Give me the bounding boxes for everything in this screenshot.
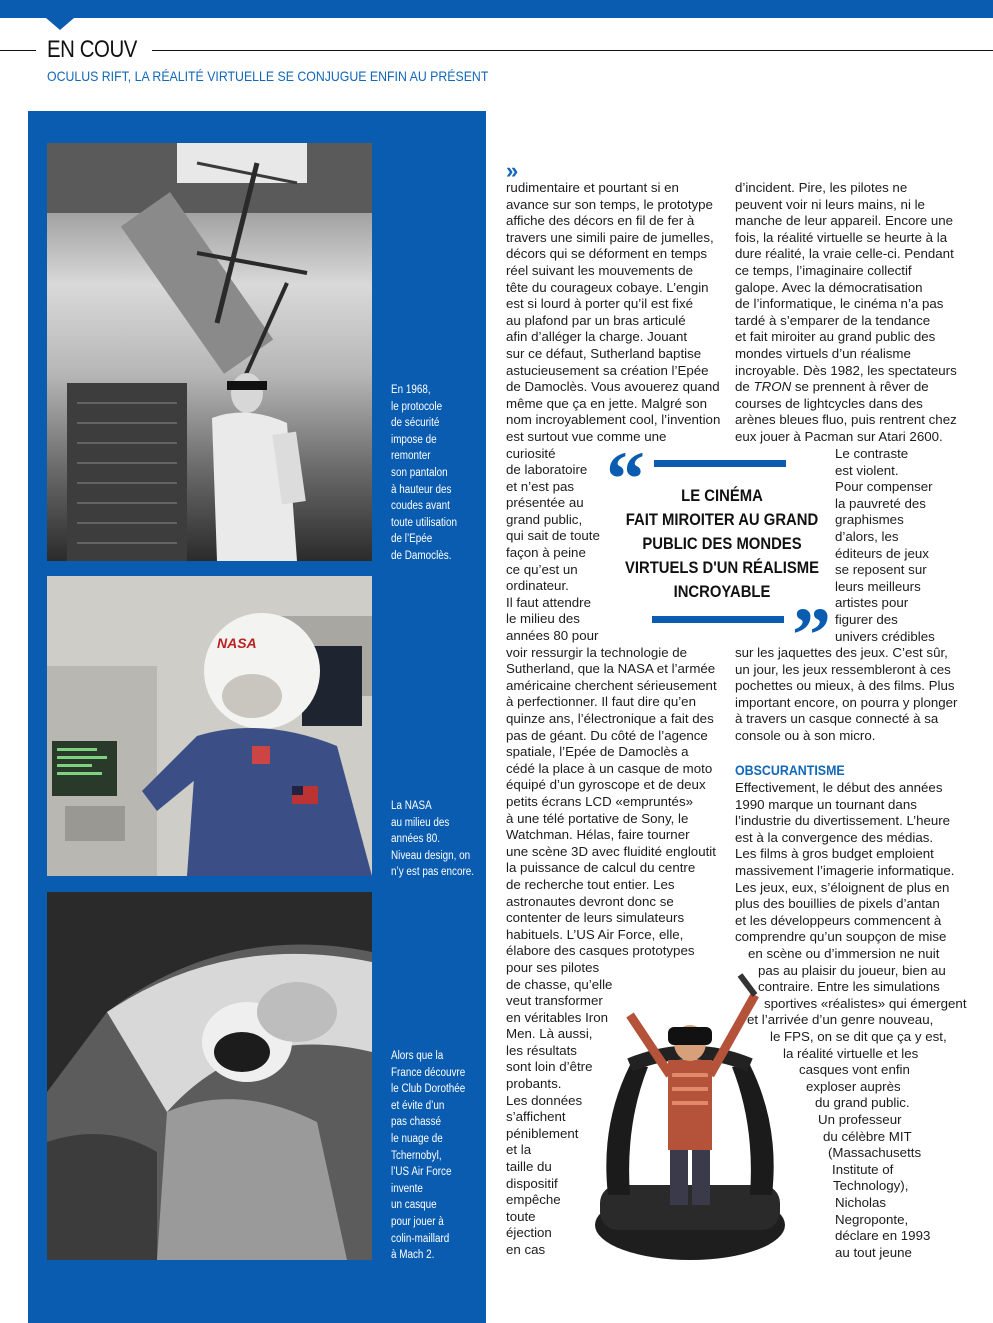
- text-line: du célèbre MIT: [823, 1128, 912, 1144]
- text-line: galope. Avec la démocratisation: [735, 279, 923, 295]
- text-line: est surtout vue comme une: [506, 428, 667, 444]
- text-line: casques vont enfin: [799, 1062, 910, 1078]
- text-line: Effectivement, le début des années: [735, 780, 943, 795]
- text-line: pas de géant. Du côté de l’agence: [506, 727, 708, 743]
- text-line: à perfectionner. Il faut dire qu’en: [506, 694, 696, 710]
- text-line: et l’arrivée d’un genre nouveau,: [747, 1012, 934, 1028]
- film-title: TRON: [753, 379, 792, 395]
- text-line: afin d’alléger la charge. Jouant: [506, 329, 688, 345]
- caption-line: de Damoclès.: [391, 549, 452, 562]
- article-subtitle: OCULUS RIFT, LA RÉALITÉ VIRTUELLE SE CONJUGUE ENFIN AU PRÉSENT: [47, 68, 489, 84]
- text-line: affiche des décors en fil de fer à: [506, 213, 695, 229]
- text-line: de recherche tout entier. Les: [506, 876, 675, 892]
- caption-photo-1: [391, 382, 457, 565]
- text-line: arènes bleues fluo, puis rentrent chez: [735, 412, 957, 428]
- text-line: travers une simili paire de jumelles,: [506, 229, 714, 245]
- caption-line: le protocole: [391, 400, 443, 413]
- text-line: console ou à son micro.: [735, 727, 876, 743]
- caption-line: France découvre: [391, 1066, 466, 1079]
- text-line: présentée au: [506, 495, 584, 511]
- text-line: et fait miroiter au grand public des: [735, 329, 936, 345]
- caption-line: Tchernobyl,: [391, 1149, 442, 1162]
- text-line: cédé la place à un casque de moto: [506, 760, 713, 776]
- quote-close-icon: ”: [792, 591, 831, 678]
- text-line: Les films à gros budget emploient: [735, 846, 934, 862]
- text-line: déclare en 1993: [835, 1228, 931, 1244]
- text-line: grand public,: [506, 511, 583, 527]
- text-line: avance sur son temps, le prototype: [506, 196, 713, 212]
- text-line: habituels. L’US Air Force, elle,: [506, 926, 684, 942]
- text-line: mondes virtuels d’un réalisme: [735, 345, 911, 361]
- text-line: dispositif: [506, 1175, 558, 1191]
- svg-text:NASA: NASA: [217, 635, 257, 651]
- text-line: leurs meilleurs: [835, 578, 921, 594]
- text-line: sur les jaquettes des jeux. C’est sûr,: [735, 645, 948, 660]
- text-line: peuvent voir ni leurs mains, ni le: [735, 196, 925, 212]
- text-line: Institute of: [832, 1161, 894, 1177]
- text-line: s’affichent: [506, 1109, 566, 1125]
- photo-lab-illustration: [47, 143, 372, 561]
- article-column-2-top: [735, 180, 957, 446]
- text-line: Un professeur: [818, 1111, 902, 1127]
- text-line: important encore, on pourra y plonger: [735, 694, 958, 710]
- text-line: en cas: [506, 1242, 546, 1257]
- text-line: sportives «réalistes» qui émergent: [764, 995, 967, 1011]
- photo-sword-of-damocles: [47, 143, 372, 561]
- pullquote-line: LE CINÉMA: [681, 487, 763, 505]
- text-line: 1990 marque un tournant dans: [735, 796, 917, 812]
- text-line: la puissance de calcul du centre: [506, 860, 696, 876]
- pullquote-line: VIRTUELS D'UN RÉALISME: [624, 559, 820, 577]
- text-line: une scène 3D avec fluidité engloutit: [506, 843, 716, 859]
- text-line: plus des bouillies de pixels d’antan: [735, 896, 940, 912]
- text-line: même que ça en jette. Malgré son: [506, 395, 708, 411]
- text-line: rudimentaire et pourtant si en: [506, 180, 679, 195]
- text-line: dure réalité, la vraie celle-ci. Pendant: [735, 246, 954, 262]
- header-rule-left: [0, 50, 36, 51]
- text-line: veut transformer: [506, 993, 603, 1009]
- text-line: au plafond par un bras articulé: [506, 312, 686, 328]
- caption-line: pas chassé: [391, 1116, 442, 1129]
- caption-line: toute utilisation: [391, 516, 457, 529]
- text-line: de TRON se prennent à rêver de: [735, 379, 929, 395]
- pullquote-line: INCROYABLE: [673, 583, 771, 601]
- caption-line: impose de: [391, 433, 437, 446]
- caption-line: à Mach 2.: [391, 1249, 435, 1262]
- vr-rig-illustration: [590, 955, 790, 1265]
- text-line: le FPS, on se dit que ça y est,: [770, 1028, 947, 1044]
- photo-nasa-astronaut: [47, 576, 372, 876]
- text-line: tardé à s’emparer de la tendance: [735, 312, 931, 328]
- text-line: curiosité: [506, 445, 556, 461]
- text-line: d’alors, les: [835, 528, 899, 544]
- caption-photo-2: [391, 798, 474, 881]
- text-line: manche de leur appareil. Encore une: [735, 213, 954, 229]
- text-line: éditeurs de jeux: [835, 545, 929, 561]
- text-line: et la: [506, 1142, 532, 1158]
- text-line: est si lourd à porter qu’il est fixé: [506, 296, 693, 312]
- caption-line: de l’Epée: [391, 533, 433, 546]
- text-line: en scène ou d’immersion ne nuit: [748, 946, 940, 961]
- text-line: incroyable. Dès 1982, les spectateurs: [735, 362, 957, 378]
- text-line: exploser auprès: [806, 1078, 901, 1094]
- text-line: Sutherland, que la NASA et l’armée: [506, 661, 716, 677]
- caption-line: pour jouer à: [391, 1215, 444, 1228]
- text-line: de chasse, qu’elle: [506, 976, 613, 992]
- text-line: est à la convergence des médias.: [735, 829, 934, 845]
- caption-line: son pantalon: [391, 466, 448, 479]
- caption-line: colin-maillard: [391, 1232, 450, 1245]
- caption-line: coudes avant: [391, 500, 450, 513]
- caption-photo-3: [391, 1048, 465, 1264]
- caption-line: le Club Dorothée: [391, 1083, 466, 1096]
- text-line: figurer des: [835, 611, 898, 627]
- text-line: un jour, les jeux ressembleront à ces: [735, 661, 951, 677]
- text-line: contraire. Entre les simulations: [758, 979, 940, 995]
- text-line: Technology),: [833, 1178, 909, 1194]
- text-line: sont loin d’être: [506, 1059, 593, 1075]
- text-line: massivement l’imagerie informatique.: [735, 862, 955, 878]
- text-line: fois, la réalité virtuelle se heurte à la: [735, 229, 948, 245]
- text-line: quinze ans, l’électronique a fait des: [506, 711, 714, 726]
- text-line: de l’informatique, le cinéma n’a pas: [735, 296, 944, 312]
- text-line: est violent.: [835, 462, 899, 478]
- text-line: artistes pour: [835, 595, 909, 611]
- section-label: EN COUV: [47, 36, 137, 63]
- text-line: de laboratoire: [506, 462, 588, 478]
- text-line: la pauvreté des: [835, 495, 926, 511]
- caption-line: Niveau design, on: [391, 849, 471, 862]
- text-line: du grand public.: [815, 1095, 910, 1111]
- text-line: Les jeux, eux, s’éloignent de plus en: [735, 879, 950, 895]
- photo-vr-rig: [590, 955, 790, 1265]
- pullquote-bar-bottom: [652, 616, 784, 623]
- text-line: courses de lightcycles dans des: [735, 395, 923, 411]
- photo-cockpit-illustration: [47, 892, 372, 1260]
- text-line: l’industrie du divertissement. L’heure: [735, 813, 951, 829]
- text-line: spatiale, l’Epée de Damoclès a: [506, 744, 689, 760]
- text-line: Watchman. Hélas, faire tourner: [506, 827, 690, 843]
- photo-nasa-illustration: [47, 576, 372, 876]
- caption-line: Alors que la: [391, 1050, 444, 1062]
- text-line: nom incroyablement cool, l’invention: [506, 412, 721, 428]
- caption-line: au milieu des: [391, 816, 450, 829]
- text-line: ordinateur.: [506, 578, 569, 594]
- caption-line: La NASA: [391, 800, 432, 812]
- caption-line: n’y est pas encore.: [391, 866, 475, 879]
- text-line: taille du: [506, 1159, 552, 1175]
- text-line: décors qui se déforment en temps: [506, 246, 708, 262]
- text-line: voir ressurgir la technologie de: [506, 644, 688, 660]
- text-line: au tout jeune: [835, 1244, 912, 1260]
- text-line: (Massachusetts: [828, 1145, 922, 1161]
- text-line: d’incident. Pire, les pilotes ne: [735, 180, 908, 195]
- text-line: Les données: [506, 1092, 583, 1108]
- text-line: probants.: [506, 1076, 562, 1092]
- text-line: Pour compenser: [835, 479, 933, 495]
- text-line: en véritables Iron: [506, 1009, 608, 1025]
- photo-air-force-cockpit: [47, 892, 372, 1260]
- text-line: la réalité virtuelle et les: [783, 1045, 919, 1061]
- text-line: pas au plaisir du joueur, bien au: [758, 962, 946, 978]
- caption-line: un casque: [391, 1199, 437, 1212]
- text-line: les résultats: [506, 1042, 577, 1058]
- text-line: éjection: [506, 1225, 552, 1241]
- text-line: ce temps, l’imaginaire collectif: [735, 262, 912, 278]
- text-line: péniblement: [506, 1125, 579, 1141]
- text-line: se reposent sur: [835, 562, 927, 578]
- section-notch: [46, 18, 74, 30]
- article-column-2-lower: [735, 780, 954, 946]
- text-line: américaine cherchent sérieusement: [506, 677, 717, 693]
- text-line: tête du courageux cobaye. L’engin: [506, 279, 709, 295]
- article-column-2-middle: [735, 645, 957, 745]
- text-line: pochettes ou mieux, à des films. Plus: [735, 678, 955, 694]
- pullquote: [618, 484, 827, 604]
- text-line: empêche: [506, 1192, 561, 1208]
- text-line: années 80 pour: [506, 628, 599, 644]
- caption-line: le nuage de: [391, 1132, 443, 1145]
- section-heading: OBSCURANTISME: [735, 763, 845, 778]
- caption-line: années 80.: [391, 833, 440, 846]
- caption-line: à hauteur des: [391, 483, 452, 496]
- text-line: Le contraste: [835, 446, 909, 461]
- text-line: sur ce défaut, Sutherland baptise: [506, 345, 702, 361]
- text-line: univers crédibles: [835, 628, 935, 644]
- caption-line: et évite d’un: [391, 1099, 445, 1112]
- text-line: à une télé portative de Sony, le: [506, 810, 689, 826]
- text-line: astucieusement sa création l’Epée: [506, 362, 709, 378]
- text-line: eux jouer à Pacman sur Atari 2600.: [735, 428, 943, 444]
- text-line: Nicholas: [835, 1194, 886, 1210]
- text-line: et n’est pas: [506, 478, 575, 494]
- text-line: pour ses pilotes: [506, 959, 600, 975]
- text-line: à travers un casque connecté à sa: [735, 711, 939, 727]
- text-line: ce qu’est un: [506, 561, 578, 577]
- text-line: qui sait de toute: [506, 528, 600, 544]
- continuation-mark: »: [506, 158, 516, 183]
- text-line: graphismes: [835, 512, 904, 528]
- text-line: astronautes devront donc se: [506, 893, 674, 909]
- text-line: élabore des casques prototypes: [506, 943, 695, 959]
- pullquote-line: PUBLIC DES MONDES: [642, 535, 802, 553]
- pullquote-bar-top: [654, 460, 786, 467]
- pullquote-line: FAIT MIROITER AU GRAND: [625, 511, 819, 529]
- text-line: Il faut attendre: [506, 594, 592, 610]
- text-line: comprendre qu’un soupçon de mise: [735, 929, 947, 945]
- text-line: et les développeurs commencent à: [735, 912, 942, 928]
- text-line: réel suivant les mouvements de: [506, 262, 693, 278]
- text-line: équipé d’un gyroscope et de deux: [506, 777, 706, 793]
- text-line: Men. Là aussi,: [506, 1026, 593, 1042]
- top-color-bar: [0, 0, 993, 18]
- text-line: le milieu des: [506, 611, 580, 627]
- article-column-2-wrap: [835, 446, 935, 645]
- text-line: de Damoclès. Vous avouerez quand: [506, 379, 720, 395]
- text-line: toute: [506, 1208, 536, 1224]
- text-line: façon à peine: [506, 545, 586, 561]
- caption-line: l’US Air Force: [391, 1166, 452, 1179]
- caption-line: de sécurité: [391, 417, 440, 430]
- caption-line: En 1968,: [391, 384, 431, 396]
- caption-line: remonter: [391, 450, 431, 463]
- text-line: contenter de leurs simulateurs: [506, 910, 685, 926]
- text-line: Negroponte,: [835, 1211, 909, 1227]
- caption-line: invente: [391, 1182, 423, 1195]
- text-line: petits écrans LCD «empruntés»: [506, 793, 693, 809]
- header-rule-right: [152, 50, 993, 51]
- quote-open-icon: “: [606, 435, 645, 522]
